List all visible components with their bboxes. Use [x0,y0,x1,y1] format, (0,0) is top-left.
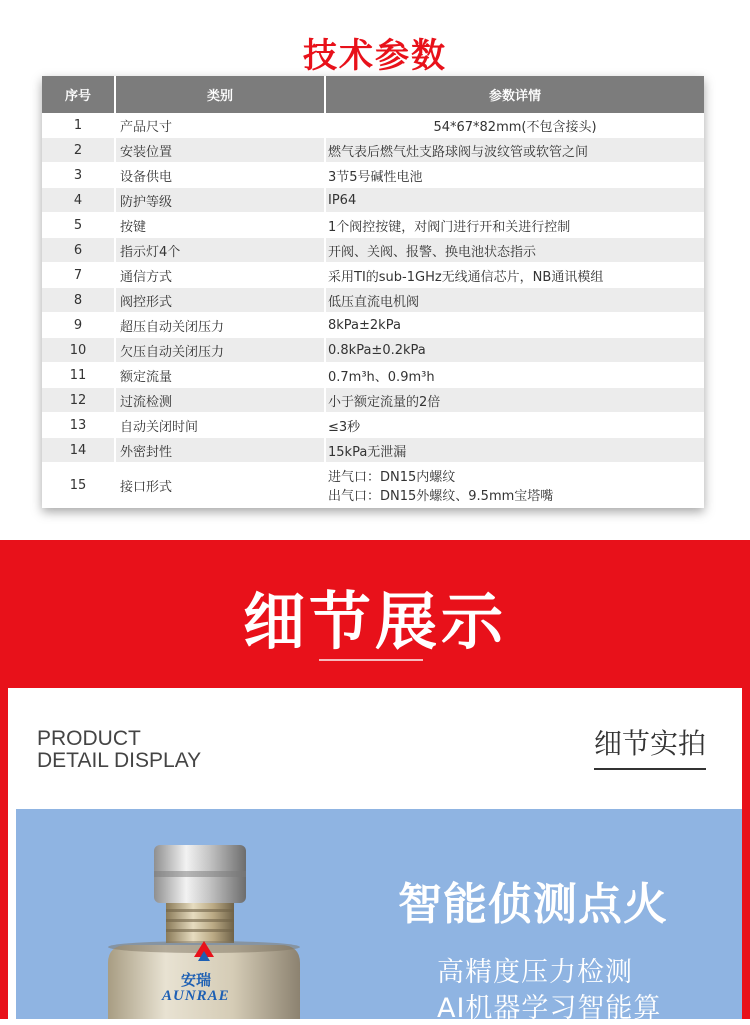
row-index: 7 [42,263,115,288]
row-category: 通信方式 [115,263,325,288]
feature-title: 智能侦测点火 [398,879,668,930]
header-category: 类别 [115,76,325,113]
row-detail: 54*67*82mm(不包含接头) [325,113,704,138]
product-detail-en [37,728,201,772]
row-category: 阀控形式 [115,288,325,313]
detail-shot-label: 细节实拍 [594,722,706,770]
row-index: 1 [42,113,115,138]
row-detail: 采用TI的sub-1GHz无线通信芯片，NB通讯模组 [325,263,704,288]
row-index: 3 [42,163,115,188]
row-detail: 3节5号碱性电池 [325,163,704,188]
row-category: 欠压自动关闭压力 [115,338,325,363]
row-category: 安装位置 [115,138,325,163]
table-row [42,113,704,138]
row-detail: 0.7m³h、0.9m³h [325,363,704,388]
product-en-line1: PRODUCT [37,727,141,750]
row-detail: 15kPa无泄漏 [325,438,704,463]
product-en-line2: DETAIL DISPLAY [37,749,202,772]
row-detail-line: 出气口：DN15外螺纹、9.5mm宝塔嘴 [328,489,554,504]
table-row [42,288,704,313]
spec-table-card [42,76,704,508]
row-category: 外密封性 [115,438,325,463]
tech-params-title: 技术参数 [303,36,447,76]
table-row [42,213,704,238]
spec-table [42,76,704,508]
row-detail: 0.8kPa±0.2kPa [325,338,704,363]
table-row [42,388,704,413]
row-category: 过流检测 [115,388,325,413]
table-row [42,163,704,188]
row-index: 12 [42,388,115,413]
detail-section-title: 细节展示 [242,585,507,658]
table-row [42,138,704,163]
row-index: 13 [42,413,115,438]
brand-logo-cn: 安瑞 [181,973,212,989]
row-detail: 8kPa±2kPa [325,313,704,338]
table-row [42,313,704,338]
feature-subtitle-1: 高精度压力检测 [437,957,633,988]
table-row [42,338,704,363]
row-index: 6 [42,238,115,263]
row-category: 接口形式 [115,463,325,508]
row-category: 设备供电 [115,163,325,188]
row-category: 防护等级 [115,188,325,213]
row-index: 4 [42,188,115,213]
row-index: 14 [42,438,115,463]
row-index: 8 [42,288,115,313]
row-index: 15 [42,463,115,508]
table-row [42,263,704,288]
header-detail: 参数详情 [325,76,704,113]
row-category: 指示灯4个 [115,238,325,263]
table-row [42,438,704,463]
table-row [42,413,704,438]
table-row [42,363,704,388]
row-index: 5 [42,213,115,238]
header-index: 序号 [42,76,115,113]
table-row [42,188,704,213]
row-index: 11 [42,363,115,388]
row-detail: ≤3秒 [325,413,704,438]
row-index: 10 [42,338,115,363]
feature-subtitle-2: AI机器学习智能算 [437,993,662,1024]
row-detail: IP64 [325,188,704,213]
spec-table-header [42,76,704,113]
row-category: 自动关闭时间 [115,413,325,438]
table-row [42,238,704,263]
row-detail [325,463,704,508]
row-index: 9 [42,313,115,338]
row-index: 2 [42,138,115,163]
row-detail: 开阀、关阀、报警、换电池状态指示 [325,238,704,263]
row-category: 产品尺寸 [115,113,325,138]
row-category: 额定流量 [115,363,325,388]
row-detail: 小于额定流量的2倍 [325,388,704,413]
table-row [42,463,704,508]
row-detail: 1个阀控按键，对阀门进行开和关进行控制 [325,213,704,238]
brand-logo-en: AUNRAE [162,988,230,1004]
title-divider [319,659,423,661]
row-category: 按键 [115,213,325,238]
row-category: 超压自动关闭压力 [115,313,325,338]
row-detail: 燃气表后燃气灶支路球阀与波纹管或软管之间 [325,138,704,163]
row-detail: 低压直流电机阀 [325,288,704,313]
row-detail-line: 进气口：DN15内螺纹 [328,470,456,485]
